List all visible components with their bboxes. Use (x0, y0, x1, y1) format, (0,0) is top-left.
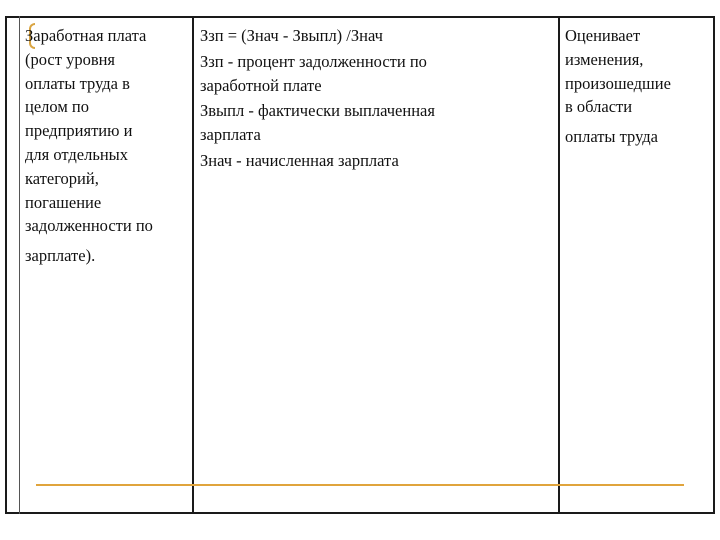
indicator-line: (рост уровня (25, 49, 116, 69)
formula-line: Звыпл - фактически выплаченная (200, 101, 435, 121)
indicator-cell (25, 24, 153, 268)
formula-cell (200, 24, 435, 173)
indicator-line: целом по (25, 97, 89, 117)
indicator-line: оплаты труда в (25, 73, 130, 93)
indicator-line: для отдельных (25, 144, 129, 164)
indicator-line: погашение (25, 192, 102, 212)
formula-line: Ззп = (Знач - Звыпл) /Знач (200, 26, 383, 45)
formula-line: Знач - начисленная зарплата (200, 150, 399, 170)
formula-line: заработной плате (200, 75, 322, 95)
column-divider-2 (558, 16, 560, 514)
indicator-line: Заработная плата (25, 26, 147, 45)
accent-rule (36, 484, 684, 486)
indicator-line: зарплате). (25, 246, 96, 266)
description-cell (565, 24, 671, 149)
description-line: произошедшие (565, 73, 671, 93)
indicator-line: категорий, (25, 168, 99, 188)
formula-line: зарплата (200, 125, 261, 145)
table-left-inner-border (19, 16, 20, 514)
description-line: в области (565, 97, 633, 117)
description-line: оплаты труда (565, 127, 659, 147)
column-divider-1 (192, 16, 194, 514)
description-line: изменения, (565, 49, 644, 69)
indicator-line: задолженности по (25, 216, 153, 236)
formula-line: Ззп - процент задолженности по (200, 51, 427, 71)
description-line: Оценивает (565, 26, 641, 45)
indicator-line: предприятию и (25, 121, 133, 141)
